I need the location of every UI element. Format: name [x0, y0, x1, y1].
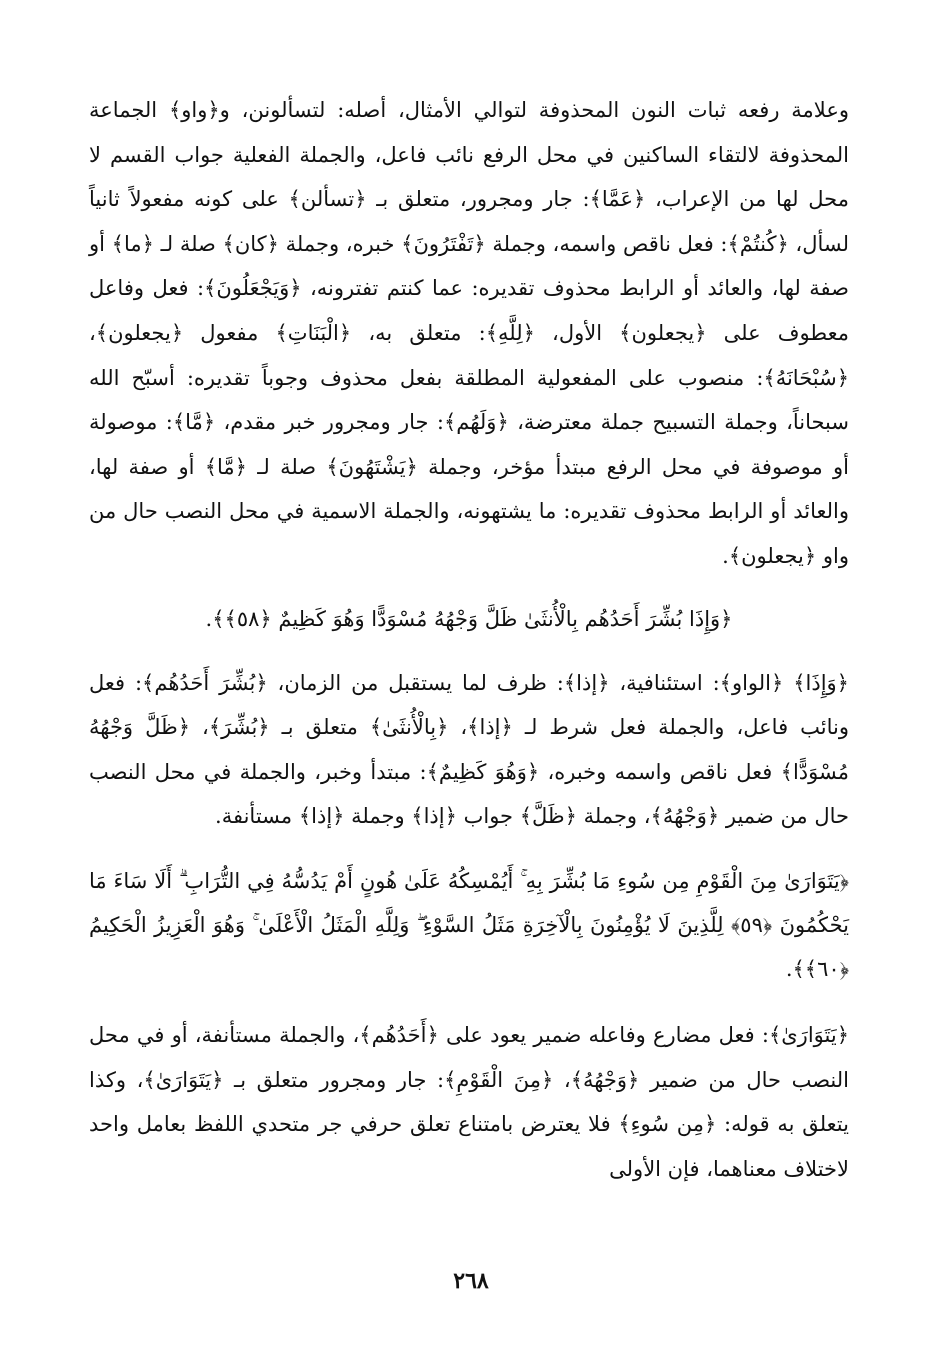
quran-verses-59-60: ﴿يَتَوَارَىٰ مِنَ الْقَوْمِ مِن سُوءِ مَا بُشِّرَ بِهِ ۚ أَيُمْسِكُهُ عَلَىٰ هُونٍ أَمْ يَدُسُّهُ فِي التُّرَابِ ۗ أَلَا سَاءَ مَا يَحْكُمُونَ ﴿٥٩﴾ لِلَّذِينَ لَا يُؤْمِنُونَ بِالْآخِرَةِ مَثَلُ السَّوْءِ ۖ وَلِلَّهِ الْمَثَلُ الْأَعْلَىٰ ۚ وَهُوَ الْعَزِيزُ الْحَكِيمُ ﴿٦٠﴾﴾.	[89, 868, 849, 981]
paragraph-1: وعلامة رفعه ثبات النون المحذوفة لتوالي الأمثال، أصله: لتسألونن، و﴿واو﴾ الجماعة المحذوفة لالتقاء الساكنين في محل الرفع نائب فاعل، والجملة الفعلية جواب القسم لا محل لها من الإعراب، ﴿عَمَّا﴾: جار ومجرور، متعلق بـ ﴿تسألن﴾ على كونه مفعولاً ثانياً لسأل، ﴿كُنتُمْ﴾: فعل ناقص واسمه، وجملة ﴿تَفْتَرُونَ﴾ خبره، وجملة ﴿كان﴾ صلة لـ ﴿ما﴾ أو صفة لها، والعائد أو الرابط محذوف تقديره: عما كنتم تفترونه، ﴿وَيَجْعَلُونَ﴾: فعل وفاعل معطوف على ﴿يجعلون﴾ الأول، ﴿لِلَّهِ﴾: متعلق به، ﴿الْبَنَاتِ﴾ مفعول ﴿يجعلون﴾، ﴿سُبْحَانَهُ﴾: منصوب على المفعولية المطلقة بفعل محذوف وجوباً تقديره: أسبّح الله سبحاناً، وجملة التسبيح جملة معترضة، ﴿وَلَهُم﴾: جار ومجرور خبر مقدم، ﴿مَّا﴾: موصولة أو موصوفة في محل الرفع مبتدأ مؤخر، وجملة ﴿يَشْتَهُونَ﴾ صلة لـ ﴿مَّا﴾ أو صفة لها، والعائد أو الرابط محذوف تقديره: ما يشتهونه، والجملة الاسمية في محل النصب حال من واو ﴿يجعلون﴾.	[89, 98, 849, 568]
page-body	[89, 88, 849, 1191]
page-number: ٢٦٨	[453, 1268, 489, 1294]
quran-verse-58: ﴿وَإِذَا بُشِّرَ أَحَدُهُم بِالْأُنثَىٰ ظَلَّ وَجْهُهُ مُسْوَدًّا وَهُوَ كَظِيمٌ ﴿٥٨﴾﴾.	[205, 606, 733, 631]
paragraph-3: ﴿يَتَوَارَىٰ﴾: فعل مضارع وفاعله ضمير يعود على ﴿أَحَدُهُم﴾، والجملة مستأنفة، أو في محل النصب حال من ضمير ﴿وَجْهُهُ﴾، ﴿مِنَ الْقَوْمِ﴾: جار ومجرور متعلق بـ ﴿يَتَوَارَىٰ﴾، وكذا يتعلق به قوله: ﴿مِن سُوءِ﴾ فلا يعترض بامتناع تعلق حرفي جر متحدي اللفظ بعامل واحد لاختلاف معناهما، فإن الأولى	[89, 1022, 849, 1181]
paragraph-2: ﴿وَإِذَا﴾ ﴿الواو﴾: استئنافية، ﴿إذا﴾: ظرف لما يستقبل من الزمان، ﴿بُشِّرَ أَحَدُهُم﴾: فعل ونائب فاعل، والجملة فعل شرط لـ ﴿إذا﴾، ﴿بِالْأُنثَىٰ﴾ متعلق بـ ﴿بُشِّرَ﴾، ﴿ظَلَّ وَجْهُهُ مُسْوَدًّا﴾ فعل ناقص واسمه وخبره، ﴿وَهُوَ كَظِيمٌ﴾: مبتدأ وخبر، والجملة في محل النصب حال من ضمير ﴿وَجْهُهُ﴾، وجملة ﴿ظَلَّ﴾ جواب ﴿إذا﴾ وجملة ﴿إذا﴾ مستأنفة.	[89, 670, 849, 829]
